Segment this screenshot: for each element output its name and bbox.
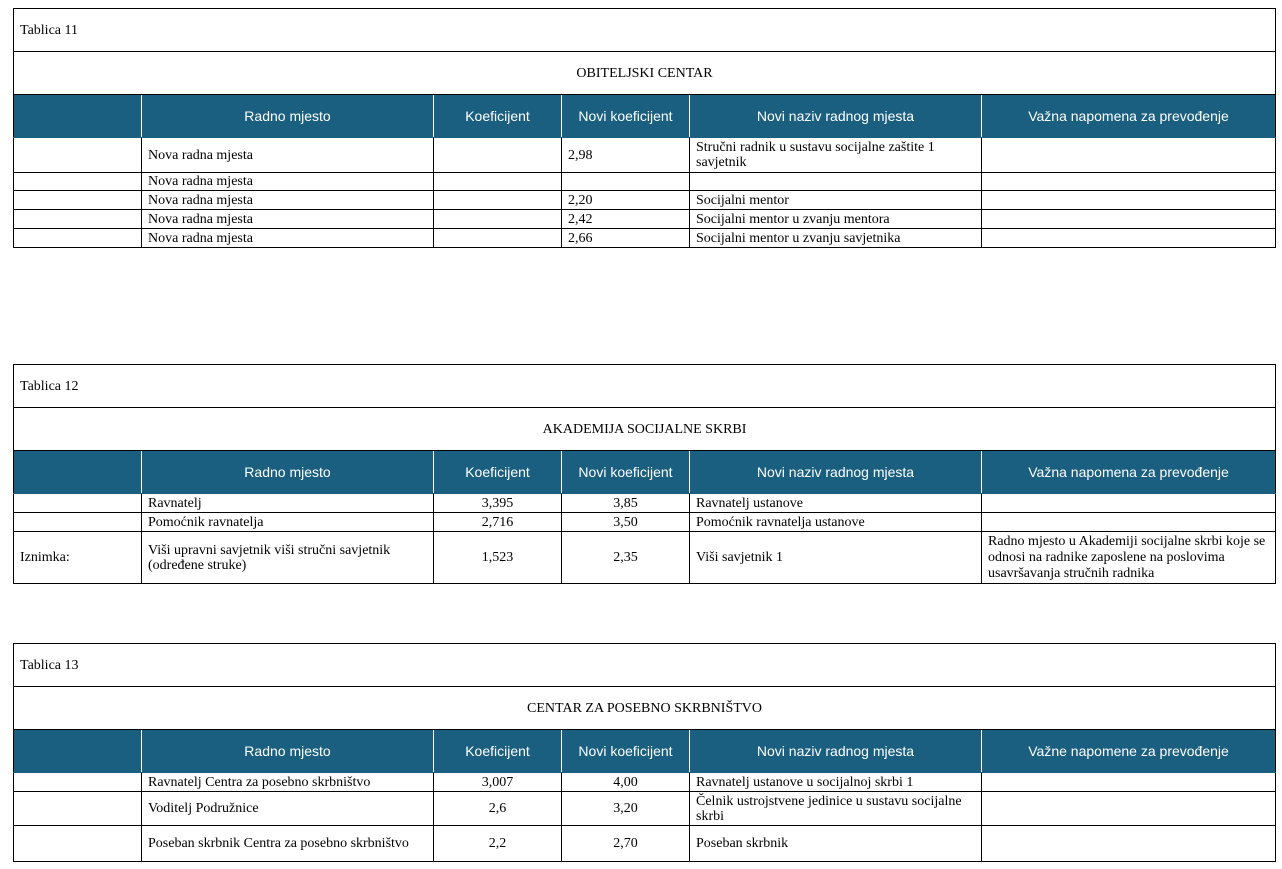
table-row (14, 210, 1276, 229)
header-radno-mjesto: Radno mjesto (142, 95, 434, 138)
cell-radno-mjesto: Nova radna mjesta (142, 229, 434, 248)
header-koeficijent: Koeficijent (434, 95, 562, 138)
header-radno-mjesto: Radno mjesto (142, 730, 434, 773)
header-novi-koeficijent: Novi koeficijent (562, 451, 690, 494)
cell-novi-naziv: Čelnik ustrojstvene jedinice u sustavu socijalne skrbi (690, 792, 982, 826)
cell-koeficijent: 1,523 (434, 532, 562, 584)
cell-radno-mjesto: Voditelj Podružnice (142, 792, 434, 826)
cell-koeficijent: 3,007 (434, 773, 562, 792)
cell-novi-naziv: Ravnatelj ustanove (690, 494, 982, 513)
cell (14, 513, 142, 532)
table-13 (13, 643, 1276, 862)
table-row (14, 532, 1276, 584)
cell-novi-naziv: Socijalni mentor u zvanju mentora (690, 210, 982, 229)
header-cell (14, 730, 142, 773)
cell-napomena (982, 513, 1276, 532)
table-row (14, 191, 1276, 210)
header-koeficijent: Koeficijent (434, 730, 562, 773)
table-caption: Tablica 12 (14, 365, 1276, 408)
cell-radno-mjesto: Nova radna mjesta (142, 173, 434, 191)
table-11 (13, 8, 1276, 248)
header-radno-mjesto: Radno mjesto (142, 451, 434, 494)
cell-radno-mjesto: Ravnatelj Centra za posebno skrbništvo (142, 773, 434, 792)
cell-koeficijent (434, 173, 562, 191)
cell (14, 138, 142, 173)
cell-novi-koeficijent: 2,66 (562, 229, 690, 248)
cell-koeficijent: 2,716 (434, 513, 562, 532)
cell-napomena (982, 210, 1276, 229)
cell (14, 826, 142, 862)
cell-radno-mjesto: Ravnatelj (142, 494, 434, 513)
table-row (14, 138, 1276, 173)
table-caption: Tablica 11 (14, 9, 1276, 52)
cell-iznimka: Iznimka: (14, 532, 142, 584)
cell (14, 229, 142, 248)
header-napomena: Važne napomene za prevođenje (982, 730, 1276, 773)
cell-napomena (982, 229, 1276, 248)
cell-napomena (982, 494, 1276, 513)
table-row (14, 513, 1276, 532)
cell-napomena: Radno mjesto u Akademiji socijalne skrbi koje se odnosi na radnike zaposlene na poslovima usavršavanja stručnih radnika (982, 532, 1276, 584)
cell-novi-naziv: Viši savjetnik 1 (690, 532, 982, 584)
cell-koeficijent (434, 191, 562, 210)
cell-novi-naziv: Socijalni mentor u zvanju savjetnika (690, 229, 982, 248)
header-cell (14, 95, 142, 138)
cell-novi-koeficijent (562, 173, 690, 191)
cell-napomena (982, 173, 1276, 191)
table-header-row (14, 730, 1276, 773)
cell-napomena (982, 773, 1276, 792)
cell (14, 494, 142, 513)
cell-novi-koeficijent: 2,20 (562, 191, 690, 210)
cell-koeficijent (434, 210, 562, 229)
table-row (14, 773, 1276, 792)
cell (14, 191, 142, 210)
cell-novi-naziv: Pomoćnik ravnatelja ustanove (690, 513, 982, 532)
table-row (14, 494, 1276, 513)
cell (14, 773, 142, 792)
cell-novi-koeficijent: 2,42 (562, 210, 690, 229)
header-napomena: Važna napomena za prevođenje (982, 451, 1276, 494)
cell-napomena (982, 191, 1276, 210)
table-row (14, 229, 1276, 248)
table-header-row (14, 95, 1276, 138)
table-row (14, 826, 1276, 862)
header-novi-koeficijent: Novi koeficijent (562, 95, 690, 138)
cell (14, 210, 142, 229)
cell-novi-koeficijent: 3,50 (562, 513, 690, 532)
header-koeficijent: Koeficijent (434, 451, 562, 494)
table-12 (13, 364, 1276, 584)
table-title: OBITELJSKI CENTAR (14, 52, 1276, 95)
cell-radno-mjesto: Nova radna mjesta (142, 138, 434, 173)
cell-koeficijent (434, 229, 562, 248)
cell-novi-naziv: Stručni radnik u sustavu socijalne zaštite 1 savjetnik (690, 138, 982, 173)
cell-koeficijent: 3,395 (434, 494, 562, 513)
cell-napomena (982, 792, 1276, 826)
table-row (14, 792, 1276, 826)
cell-novi-koeficijent: 3,20 (562, 792, 690, 826)
cell (14, 173, 142, 191)
cell-novi-naziv: Poseban skrbnik (690, 826, 982, 862)
cell-novi-naziv: Socijalni mentor (690, 191, 982, 210)
header-novi-naziv: Novi naziv radnog mjesta (690, 95, 982, 138)
header-novi-naziv: Novi naziv radnog mjesta (690, 451, 982, 494)
cell-napomena (982, 826, 1276, 862)
cell-novi-naziv (690, 173, 982, 191)
table-title: AKADEMIJA SOCIJALNE SKRBI (14, 408, 1276, 451)
cell-novi-koeficijent: 3,85 (562, 494, 690, 513)
header-novi-koeficijent: Novi koeficijent (562, 730, 690, 773)
table-header-row (14, 451, 1276, 494)
table-caption: Tablica 13 (14, 644, 1276, 687)
cell-novi-koeficijent: 2,98 (562, 138, 690, 173)
cell (14, 792, 142, 826)
table-title: CENTAR ZA POSEBNO SKRBNIŠTVO (14, 687, 1276, 730)
cell-radno-mjesto: Nova radna mjesta (142, 210, 434, 229)
cell-radno-mjesto: Poseban skrbnik Centra za posebno skrbništvo (142, 826, 434, 862)
cell-koeficijent (434, 138, 562, 173)
cell-novi-koeficijent: 2,35 (562, 532, 690, 584)
cell-radno-mjesto: Nova radna mjesta (142, 191, 434, 210)
cell-novi-koeficijent: 4,00 (562, 773, 690, 792)
cell-napomena (982, 138, 1276, 173)
cell-radno-mjesto: Viši upravni savjetnik viši stručni savjetnik (određene struke) (142, 532, 434, 584)
cell-novi-naziv: Ravnatelj ustanove u socijalnoj skrbi 1 (690, 773, 982, 792)
header-cell (14, 451, 142, 494)
cell-koeficijent: 2,6 (434, 792, 562, 826)
cell-radno-mjesto: Pomoćnik ravnatelja (142, 513, 434, 532)
header-napomena: Važna napomena za prevođenje (982, 95, 1276, 138)
header-novi-naziv: Novi naziv radnog mjesta (690, 730, 982, 773)
cell-novi-koeficijent: 2,70 (562, 826, 690, 862)
cell-koeficijent: 2,2 (434, 826, 562, 862)
table-row (14, 173, 1276, 191)
